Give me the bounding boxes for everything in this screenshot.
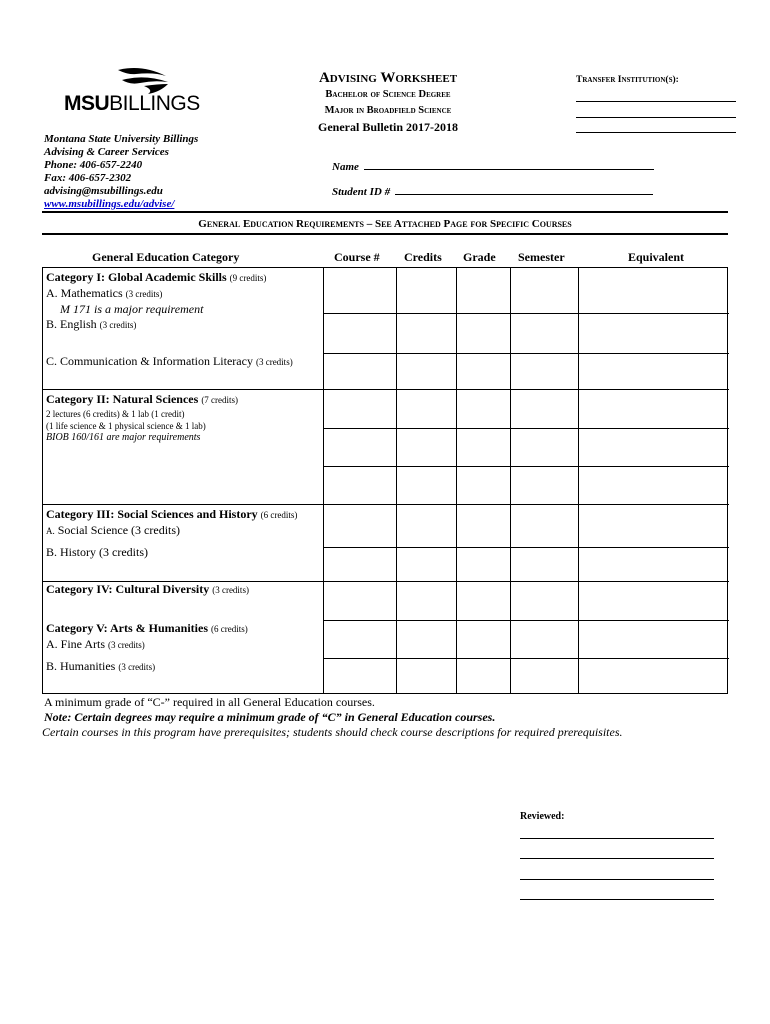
- logo-wordmark: MSUBILLINGS: [64, 92, 200, 115]
- col-header-equivalent: Equivalent: [628, 250, 685, 264]
- note-min-grade: A minimum grade of “C-” required in all General Education courses.: [44, 695, 375, 709]
- transfer-institution-line[interactable]: [576, 101, 736, 102]
- transfer-institutions-label: Transfer Institution(s):: [576, 75, 679, 85]
- reviewed-line[interactable]: [520, 879, 714, 880]
- col-header-grade: Grade: [463, 250, 496, 264]
- contact-email: advising@msubillings.edu: [44, 185, 163, 197]
- contact-line: Advising & Career Services: [44, 146, 169, 158]
- worksheet-title-block: [288, 70, 488, 135]
- divider: [42, 233, 728, 235]
- reviewed-line[interactable]: [520, 858, 714, 859]
- contact-line: Montana State University Billings: [44, 133, 199, 145]
- advising-website-link[interactable]: www.msubillings.edu/advise/: [44, 198, 175, 210]
- category-social-sciences-history: Category III: Social Sciences and History (6 credits) A. Social Science (3 credits) B. History (3 credits): [46, 507, 298, 559]
- col-header-credits: Credits: [404, 250, 442, 264]
- reviewed-label: Reviewed:: [520, 811, 565, 822]
- category-global-academic-skills: Category I: Global Academic Skills (9 credits) A. Mathematics (3 credits) M 171 is a major requirement B. English (3 credits): [46, 270, 267, 331]
- contact-phone: Phone: 406-657-2240: [44, 159, 143, 171]
- note-prerequisites: Certain courses in this program have prerequisites; students should check course descriptions for required prerequisites.: [42, 725, 623, 739]
- requirements-table: [42, 267, 728, 694]
- bulletin-year: General Bulletin 2017-2018: [318, 120, 458, 134]
- transfer-institution-line[interactable]: [576, 132, 736, 133]
- reviewed-line[interactable]: [520, 899, 714, 900]
- major-title: Major in Broadfield Science: [324, 105, 452, 116]
- transfer-institution-line[interactable]: [576, 117, 736, 118]
- category-arts-humanities: Category V: Arts & Humanities (6 credits) A. Fine Arts (3 credits) B. Humanities (3 credits): [46, 621, 248, 673]
- name-field[interactable]: Name: [332, 161, 654, 173]
- reviewed-line[interactable]: [520, 838, 714, 839]
- msu-billings-logo: [64, 66, 224, 114]
- contact-fax: Fax: 406-657-2302: [44, 172, 132, 184]
- contact-info: [44, 133, 198, 211]
- divider: [42, 211, 728, 213]
- student-id-field[interactable]: Student ID #: [332, 186, 653, 198]
- category-cultural-diversity: Category IV: Cultural Diversity (3 credits): [46, 582, 249, 596]
- col-header-course: Course #: [334, 250, 380, 264]
- page-title: Advising Worksheet: [318, 70, 458, 86]
- col-header-category: General Education Category: [92, 250, 240, 264]
- subcategory-communication: C. Communication & Information Literacy (3 credits): [46, 354, 293, 368]
- col-header-semester: Semester: [518, 250, 565, 264]
- note-certain-degrees: Note: Certain degrees may require a minimum grade of “C” in General Education courses.: [44, 710, 496, 724]
- grade-notes: [44, 695, 623, 740]
- category-natural-sciences: Category II: Natural Sciences (7 credits) 2 lectures (6 credits) & 1 lab (1 credit) (1 life science & 1 physical science & 1 lab) BIOB 160/161 are major requirements: [46, 392, 239, 443]
- degree-title: Bachelor of Science Degree: [325, 89, 451, 100]
- gen-ed-heading: General Education Requirements – See Attached Page for Specific Courses: [198, 218, 572, 230]
